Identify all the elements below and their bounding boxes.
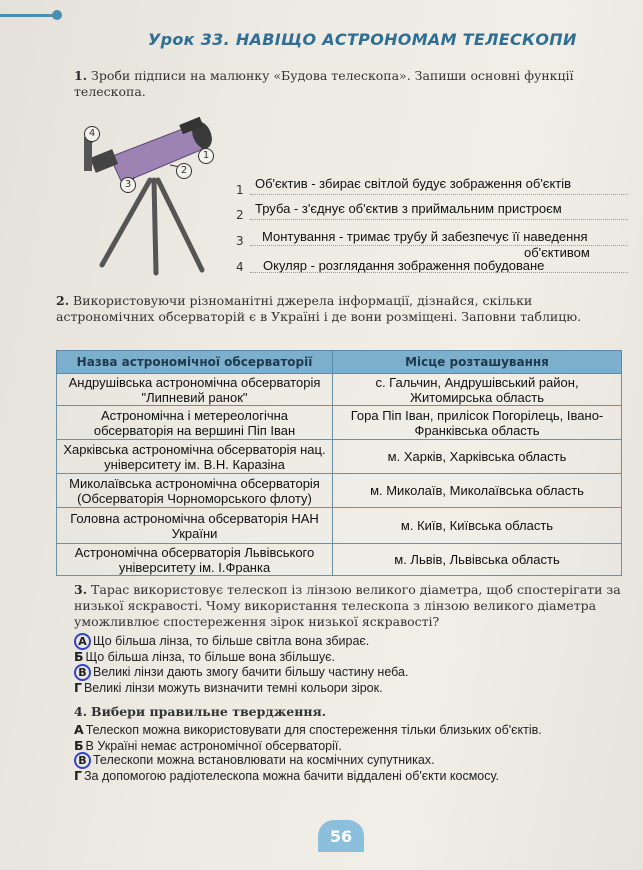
task4-option-d[interactable] [74,768,499,783]
option-text: Телескопи можна встановлювати на космічних супутниках. [93,753,435,767]
top-rule-dot [52,10,62,20]
option-text: Що більша лінза, то більше вона збільшує. [85,650,335,664]
option-text: Телескоп можна використовувати для спостереження тільки близьких об'єктів. [85,723,542,737]
table-row [57,508,622,544]
location-cell: м. Харків, Харківська область [333,440,622,474]
selected-option-circle: А [74,633,91,650]
task4-prompt: Вибери правильне твердження. [91,704,327,719]
part-number-4: 4 [236,260,244,274]
table-row [57,374,622,406]
task1-text [74,68,624,100]
task4-number: 4. [74,704,88,719]
task1-number: 1. [74,68,88,83]
tripod-icon [102,180,202,273]
task4-option-a[interactable] [74,722,542,737]
answer-3: Монтування - тримає трубу й забезпечує її наведення [262,229,588,244]
observatory-name-cell: Астрономічна і метереологічна обсерваторія на вершині Піп Іван [57,406,333,440]
table-header-row [57,351,622,374]
location-cell: м. Київ, Київська область [333,508,622,544]
table-row [57,440,622,474]
answer-4: Окуляр - розглядання зображення побудоване [263,258,545,273]
task2-prompt: Використовуючи різноманітні джерела інформації, дізнайся, скільки астрономічних обсерваторій є в Україні і де вони розміщені. Заповни таблицю. [56,293,582,324]
part-number-1: 1 [236,183,244,197]
part-number-2: 2 [236,208,244,222]
option-letter: Г [74,768,82,783]
task1-prompt: Зроби підписи на малюнку «Будова телескопа». Запиши основні функції телескопа. [74,68,574,99]
task4-text [74,704,626,720]
task3-option-a[interactable] [74,633,369,650]
location-cell: м. Миколаїв, Миколаївська область [333,474,622,508]
location-cell: Гора Піп Іван, прилісок Погорілець, Івано-Франківська область [333,406,622,440]
answer-2: Труба - з'єднує об'єктив з приймальним пристроєм [255,201,562,216]
option-letter: Б [74,738,84,753]
figure-label-2: 2 [176,163,192,179]
task2-text [56,293,628,325]
header-location: Місце розташування [333,351,622,374]
top-rule [0,14,60,17]
figure-label-1: 1 [198,148,214,164]
observatory-table [56,350,622,576]
option-text: В Україні немає астрономічної обсерваторії. [85,739,342,753]
observatory-name-cell: Миколаївська астрономічна обсерваторія (Обсерваторія Чорноморського флоту) [57,474,333,508]
option-text: За допомогою радіотелескопа можна бачити віддалені об'єкти космосу. [83,769,499,783]
option-text: Великі лінзи можуть визначити темні кольори зірок. [83,681,383,695]
location-cell: м. Львів, Львівська область [333,544,622,576]
selected-option-circle: В [74,752,91,769]
answer-1: Об'єктив - збирає світлой будує зображення об'єктів [255,176,572,191]
selected-option-circle: В [74,664,91,681]
location-cell: с. Гальчин, Андрушівський район, Житомирська область [333,374,622,406]
answer-line-1 [250,194,628,195]
table-row [57,544,622,576]
observatory-name-cell: Харківська астрономічна обсерваторія нац. університету ім. В.Н. Каразіна [57,440,333,474]
task3-number: 3. [74,582,88,597]
task2-number: 2. [56,293,70,308]
answer-line-3 [250,245,628,246]
task3-text [74,582,626,630]
option-letter: Б [74,649,84,664]
task3-prompt: Тарас використовує телескоп із лінзою великого діаметра, щоб спостерігати за низької яскравості. Чому використання телескопа з лінзою великого діаметра уможливлює спостереження зірок низької яскравості? [74,582,621,629]
page-number: 56 [318,820,364,852]
task3-option-d[interactable] [74,680,383,695]
figure-label-4: 4 [84,126,100,142]
observatory-name-cell: Головна астрономічна обсерваторія НАН України [57,508,333,544]
table-row [57,474,622,508]
observatory-name-cell: Андрушівська астрономічна обсерваторія "Липневий ранок" [57,374,333,406]
task4-option-b[interactable] [74,738,342,753]
observatory-name-cell: Астрономічна обсерваторія Львівського університету ім. І.Франка [57,544,333,576]
answer-line-2 [250,219,628,220]
option-letter: А [74,722,84,737]
figure-label-3: 3 [120,177,136,193]
option-text: Великі лінзи дають змогу бачити більшу частину неба. [93,665,409,679]
option-text: Що більша лінза, то більше світла вона збирає. [93,634,370,648]
task4-option-c[interactable] [74,752,435,769]
lesson-title: Урок 33. НАВІЩО АСТРОНОМАМ ТЕЛЕСКОПИ [148,30,577,49]
telescope-tube-icon [84,117,216,183]
table-row [57,406,622,440]
task3-option-b[interactable] [74,649,335,664]
answer-line-4 [250,272,628,273]
part-number-3: 3 [236,234,244,248]
option-letter: Г [74,680,82,695]
header-observatory-name: Назва астрономічної обсерваторії [57,351,333,374]
task3-option-c[interactable] [74,664,408,681]
answer-3-continued: об'єктивом [524,245,590,260]
